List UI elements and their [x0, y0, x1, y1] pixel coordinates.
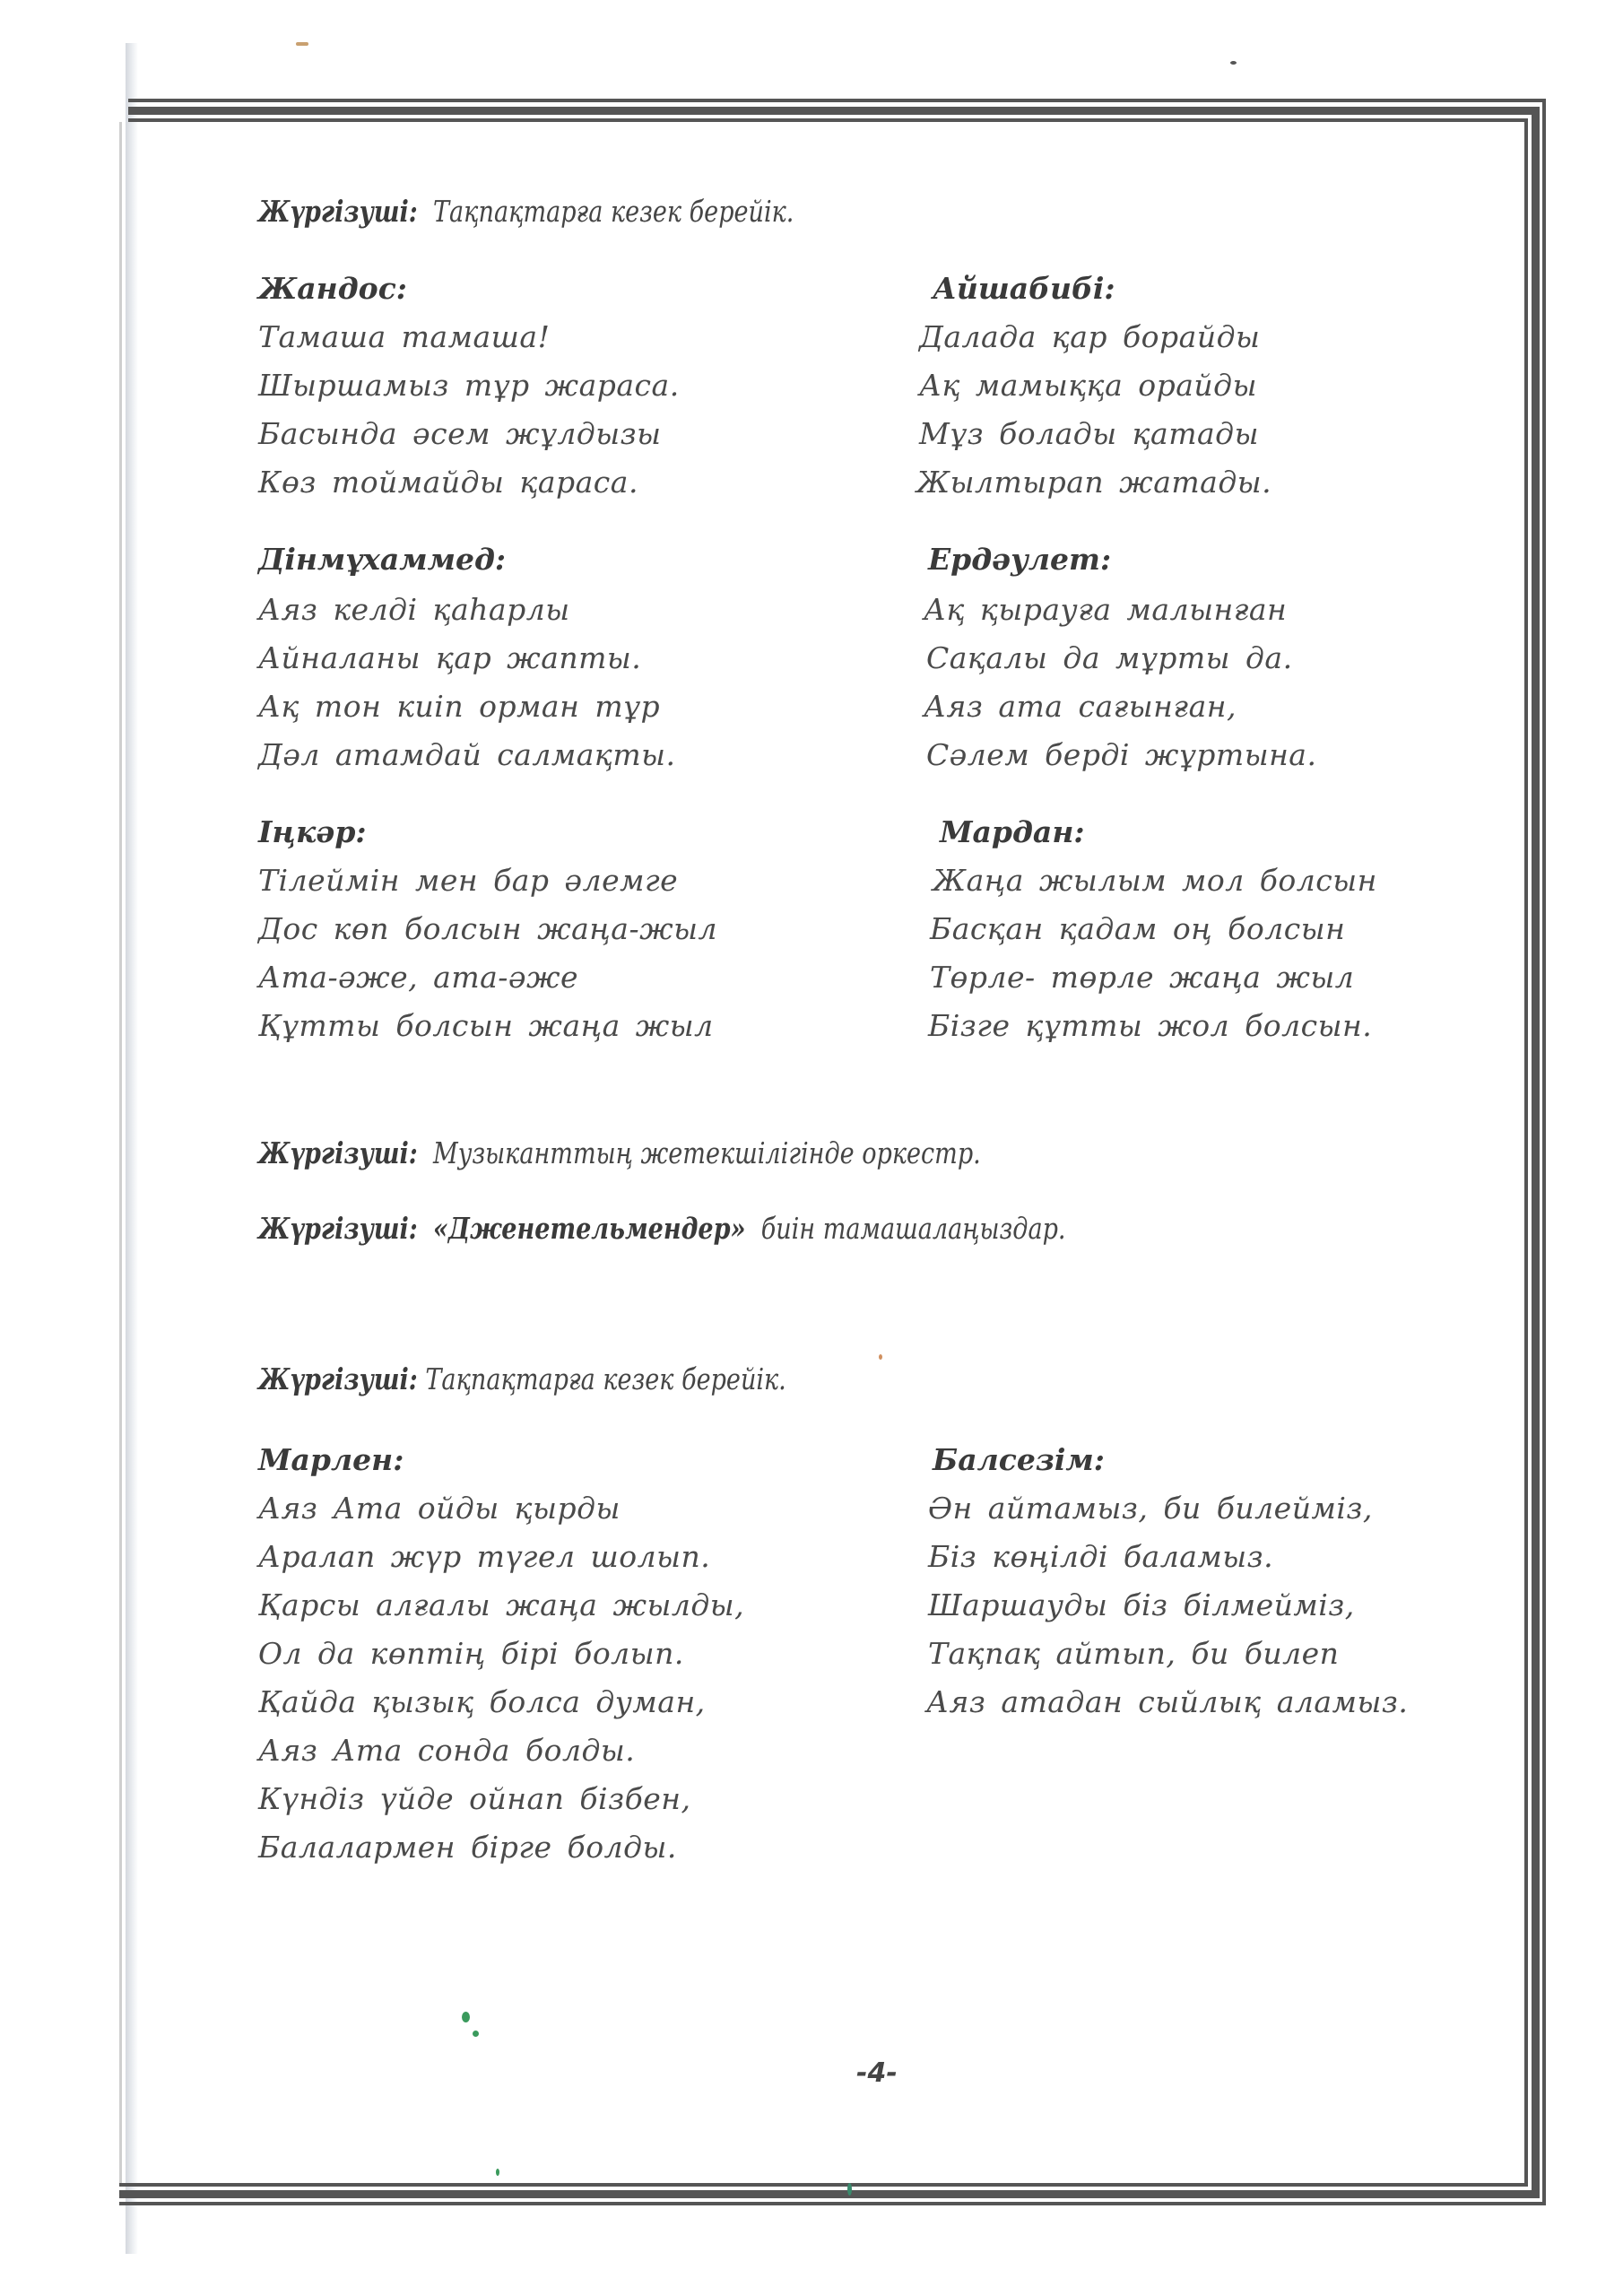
verse-line: Балалармен бірге болды.	[258, 1830, 677, 1865]
frame-right-thin-inner	[1524, 118, 1528, 2186]
frame-bottom-thin-inner	[119, 2183, 1528, 2187]
verse-speaker: Марлен:	[258, 1442, 404, 1477]
verse-speaker: Іңкәр:	[258, 814, 367, 849]
frame-top-thin-outer	[128, 99, 1546, 102]
verse-speaker: Балсезім:	[933, 1442, 1105, 1477]
frame-top-thin-inner	[128, 118, 1528, 122]
frame-bottom-thick	[119, 2190, 1540, 2198]
verse-line: Тілеймін мен бар әлемге	[258, 863, 679, 898]
verse-line: Бізге құтты жол болсын.	[928, 1008, 1373, 1043]
verse-line: Аралап жүр түгел шолып.	[258, 1539, 711, 1574]
frame-left-line	[119, 122, 122, 2185]
verse-speaker: Жандос:	[258, 271, 407, 306]
host-text: биін тамашалаңыздар.	[760, 1211, 1066, 1246]
host-speaker: Жүргізуші:	[258, 1361, 418, 1396]
scan-speck	[496, 2169, 499, 2176]
verse-speaker: Дінмұхаммед:	[258, 542, 507, 577]
page-number: -4-	[856, 2057, 898, 2089]
host-line	[258, 194, 794, 230]
verse-speaker: Айшабибі:	[933, 271, 1115, 306]
verse-line: Аяз Ата ойды қырды	[258, 1491, 621, 1526]
verse-speaker: Мардан:	[940, 814, 1085, 849]
verse-line: Жаңа жылым мол болсын	[933, 863, 1377, 898]
verse-line: Қарсы алғалы жаңа жылды,	[258, 1587, 745, 1622]
host-speaker: Жүргізуші:	[258, 194, 418, 229]
verse-line: Басында әсем жұлдызы	[258, 416, 662, 451]
host-text: Тақпақтарға кезек берейік.	[432, 194, 794, 229]
frame-right-thick	[1532, 107, 1540, 2197]
scan-speck	[879, 1354, 882, 1360]
frame-bottom-thin-outer	[119, 2202, 1546, 2205]
verse-line: Құтты болсын жаңа жыл	[258, 1008, 714, 1043]
verse-line: Тақпақ айтып, би билеп	[928, 1636, 1340, 1671]
host-line	[258, 1135, 981, 1171]
scan-speck	[462, 2012, 470, 2022]
verse-line: Мұз болады қатады	[919, 416, 1259, 451]
verse-line: Аяз ата сағынған,	[924, 689, 1237, 724]
verse-line: Ата-әже, ата-әже	[258, 960, 579, 995]
page-edge-shadow	[126, 43, 138, 2254]
verse-line: Сәлем берді жұртына.	[926, 737, 1317, 772]
verse-line: Біз көңілді баламыз.	[928, 1539, 1274, 1574]
verse-line: Сақалы да мұрты да.	[926, 640, 1293, 675]
verse-line: Тамаша тамаша!	[258, 319, 551, 354]
scan-speck	[296, 42, 308, 46]
verse-line: Дәл атамдай салмақты.	[258, 737, 676, 772]
verse-line: Шыршамыз тұр жараса.	[258, 368, 680, 403]
verse-line: Күндіз үйде ойнап бізбен,	[258, 1781, 691, 1816]
host-line	[258, 1361, 786, 1397]
host-text: Музыканттың жетекшілігінде оркестр.	[432, 1135, 981, 1170]
frame-top-thick	[128, 107, 1540, 115]
dance-title: «Дженетельмендер»	[432, 1211, 746, 1246]
scan-speck	[1230, 61, 1237, 65]
verse-line: Ол да көптің бірі болып.	[258, 1636, 684, 1671]
scan-speck	[473, 2031, 479, 2037]
host-text: Тақпақтарға кезек берейік.	[425, 1361, 786, 1396]
host-speaker: Жүргізуші:	[258, 1211, 418, 1246]
verse-line: Айналаны қар жапты.	[258, 640, 642, 675]
verse-line: Ақ тон киіп орман тұр	[258, 689, 661, 724]
verse-line: Шаршауды біз білмейміз,	[928, 1587, 1355, 1622]
verse-line: Ақ мамыққа орайды	[919, 368, 1257, 403]
verse-line: Ақ қырауға малынған	[924, 592, 1288, 627]
frame-right-thin-outer	[1542, 99, 1546, 2205]
verse-line: Қайда қызық болса думан,	[258, 1684, 706, 1719]
verse-line: Аяз атадан сыйлық аламыз.	[926, 1684, 1409, 1719]
verse-line: Аяз Ата сонда болды.	[258, 1733, 636, 1768]
host-line	[258, 1211, 1066, 1247]
host-speaker: Жүргізуші:	[258, 1135, 418, 1170]
scan-speck	[847, 2183, 852, 2196]
verse-line: Дос көп болсын жаңа-жыл	[258, 911, 718, 946]
verse-line: Ән айтамыз, би билейміз,	[928, 1491, 1373, 1526]
verse-line: Басқан қадам оң болсын	[930, 911, 1346, 946]
verse-line: Далада қар борайды	[919, 319, 1261, 354]
verse-line: Төрле- төрле жаңа жыл	[930, 960, 1355, 995]
verse-speaker: Ердәулет:	[928, 542, 1112, 577]
verse-line: Жылтырап жатады.	[916, 465, 1272, 500]
verse-line: Көз тоймайды қараса.	[258, 465, 638, 500]
verse-line: Аяз келді қаһарлы	[258, 592, 570, 627]
